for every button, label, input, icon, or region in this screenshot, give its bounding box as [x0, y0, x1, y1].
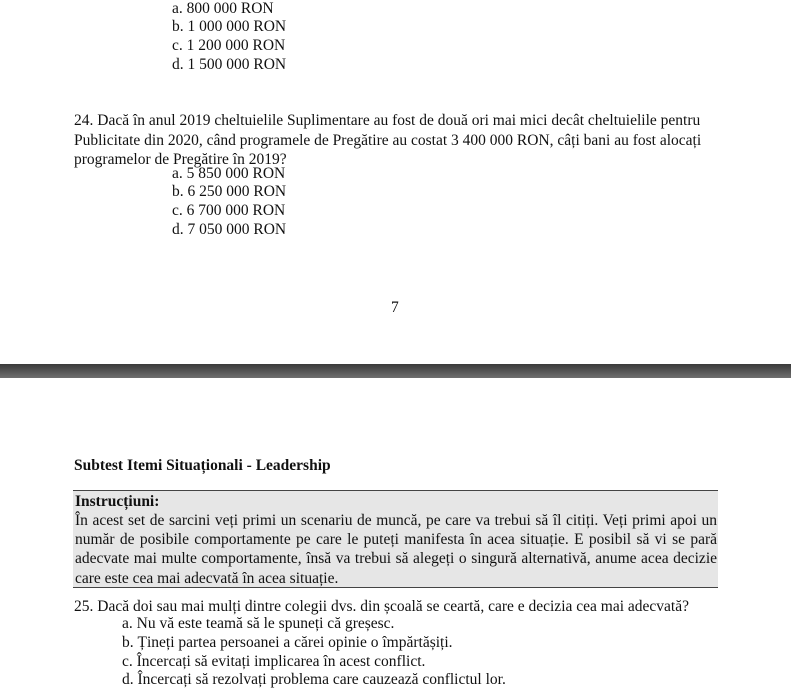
q25-option-c: c. Încercați să evitați implicarea în acest conflict.	[122, 653, 426, 670]
q24-option-c: c. 6 700 000 RON	[172, 202, 286, 219]
q25-option-a: a. Nu vă este teamă să le spuneți că greșesc.	[122, 615, 395, 632]
page-separator	[0, 364, 791, 378]
q24-option-d: d. 7 050 000 RON	[172, 221, 287, 238]
subtest-title: Subtest Itemi Situaționali - Leadership	[74, 457, 331, 474]
prev-option-c: c. 1 200 000 RON	[172, 37, 286, 54]
instructions-box	[73, 490, 718, 588]
page-number: 7	[391, 299, 399, 316]
q25-option-b: b. Țineți partea persoanei a cărei opinie o împărtășiți.	[122, 634, 453, 651]
prev-option-b: b. 1 000 000 RON	[172, 18, 287, 35]
question-24-text: 24. Dacă în anul 2019 cheltuielile Suplimentare au fost de două ori mai mici decât cheltuielile pentru Publicitate din 2020, când programele de Pregătire au costat 3 400 000 RON, câți bani au fost alocați programelor de Pregătire în 2019?	[74, 112, 702, 168]
instructions-body: În acest set de sarcini veți primi un scenariu de muncă, pe care va trebui să îl citiți. Veți primi apoi un număr de posibile comportamente pe care le puteți manifesta în acea situație. E posibil să vi se pară adecvate mai multe comportamente, însă va trebui să alegeți o singură alternativă, anume acea decizie care este cea mai adecvată în acea situație.	[75, 512, 717, 587]
prev-option-d: d. 1 500 000 RON	[172, 56, 287, 73]
q25-option-d: d. Încercați să rezolvați problema care cauzează conflictul lor.	[122, 671, 506, 688]
instructions-title: Instrucțiuni:	[75, 493, 160, 510]
q24-option-b: b. 6 250 000 RON	[172, 183, 287, 200]
q24-option-a: a. 5 850 000 RON	[172, 165, 286, 182]
question-25-text: 25. Dacă doi sau mai mulți dintre colegii dvs. din școală se ceartă, care e decizia cea mai adecvată?	[74, 598, 689, 615]
prev-option-a: a. 800 000 RON	[172, 0, 274, 17]
